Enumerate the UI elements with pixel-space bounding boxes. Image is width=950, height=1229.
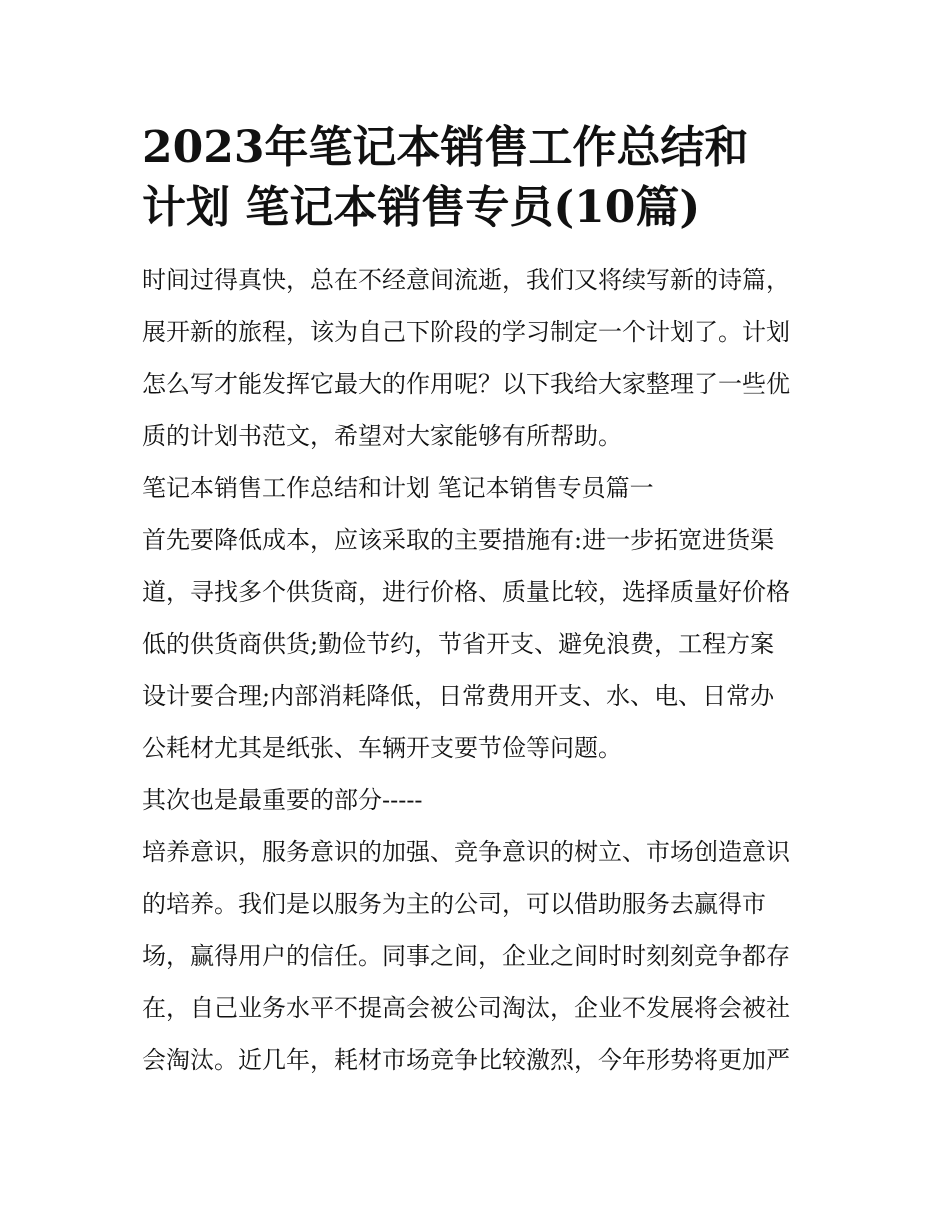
text-line: 时间过得真快，总在不经意间流逝，我们又将续写新的诗篇，	[142, 266, 790, 294]
text-line: 的培养。我们是以服务为主的公司，可以借助服务去赢得市	[142, 890, 766, 918]
text-line: 低的供货商供货;勤俭节约，节省开支、避免浪费，工程方案	[142, 630, 775, 658]
title-line: 计划 笔记本销售专员(10篇)	[142, 182, 701, 233]
body-paragraph	[142, 826, 812, 1086]
intro-paragraph	[142, 254, 812, 462]
text-line: 展开新的旅程，该为自己下阶段的学习制定一个计划了。计划	[142, 318, 790, 346]
text-line: 公耗材尤其是纸张、车辆开支要节俭等问题。	[142, 734, 622, 762]
text-line: 首先要降低成本，应该采取的主要措施有:进一步拓宽进货渠	[142, 526, 775, 554]
text-line: 质的计划书范文，希望对大家能够有所帮助。	[142, 422, 622, 450]
title-line: 2023年笔记本销售工作总结和	[142, 122, 749, 173]
text-line: 怎么写才能发挥它最大的作用呢？以下我给大家整理了一些优	[142, 370, 790, 398]
text-line: 在，自己业务水平不提高会被公司淘汰，企业不发展将会被社	[142, 994, 790, 1022]
body-paragraph	[142, 514, 812, 774]
document-page	[142, 118, 812, 1086]
text-line: 会淘汰。近几年，耗材市场竞争比较激烈，今年形势将更加严	[142, 1046, 790, 1074]
document-title	[142, 118, 812, 238]
text-line: 笔记本销售工作总结和计划 笔记本销售专员篇一	[142, 474, 654, 502]
text-line: 场，赢得用户的信任。同事之间，企业之间时时刻刻竞争都存	[142, 942, 790, 970]
text-line: 道，寻找多个供货商，进行价格、质量比较，选择质量好价格	[142, 578, 790, 606]
text-line: 其次也是最重要的部分-----	[142, 786, 423, 814]
section-heading	[142, 462, 812, 514]
text-line: 培养意识，服务意识的加强、竞争意识的树立、市场创造意识	[142, 838, 790, 866]
body-paragraph	[142, 774, 812, 826]
text-line: 设计要合理;内部消耗降低，日常费用开支、水、电、日常办	[142, 682, 775, 710]
